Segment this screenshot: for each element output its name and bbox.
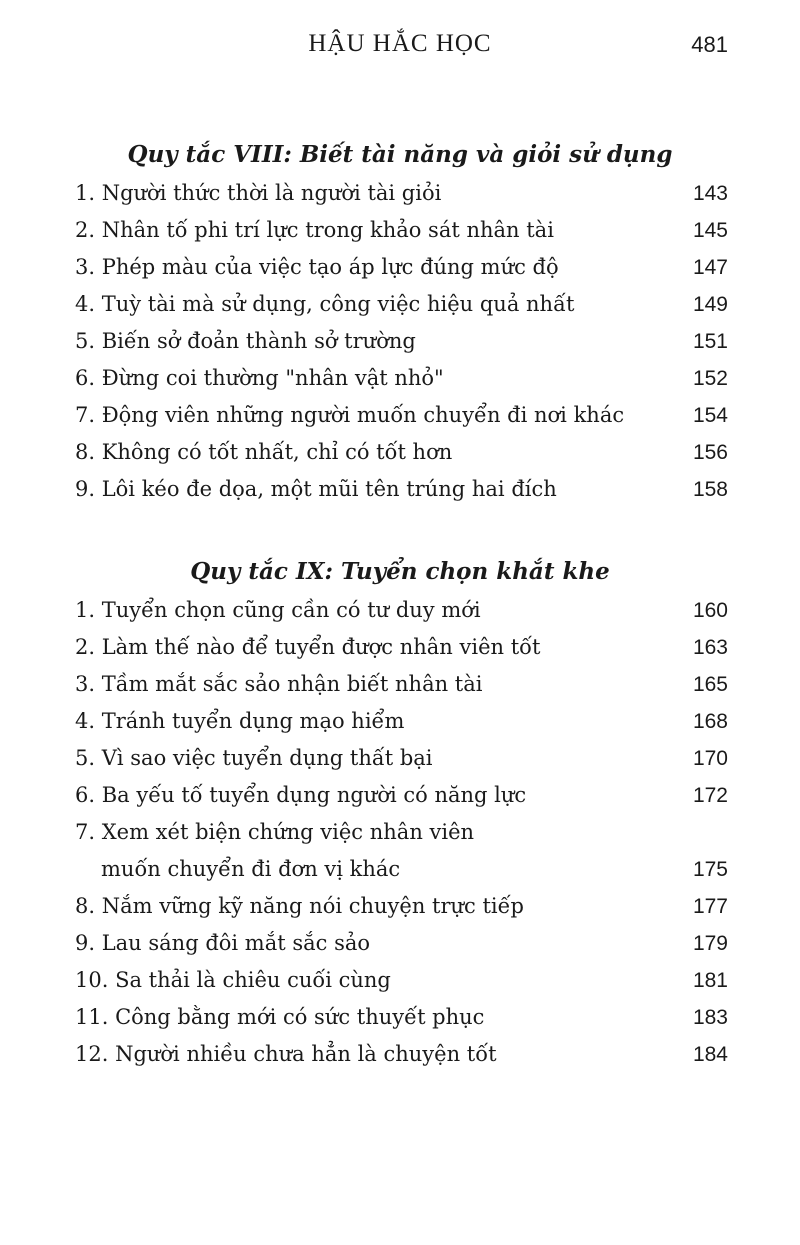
- toc-entry-page-number: 184: [692, 1043, 728, 1066]
- book-title: HẬU HẮC HỌC: [308, 30, 492, 57]
- toc-entry-page-number: 170: [692, 747, 728, 770]
- toc-entry-page-number: 158: [692, 478, 728, 501]
- toc-entry-page-number: 168: [692, 710, 728, 733]
- toc-entry-title-line: 5. Vì sao việc tuyển dụng thất bại: [75, 746, 433, 770]
- toc-entry-page-number: 145: [692, 219, 728, 242]
- toc-entry-page-number: 154: [692, 404, 728, 427]
- toc-entry-title: [75, 397, 624, 434]
- toc-entry-title-line: 4. Tránh tuyển dụng mạo hiểm: [75, 709, 405, 733]
- toc-entry-title-line: 5. Biến sở đoản thành sở trường: [75, 329, 416, 353]
- toc-list: [0, 175, 800, 508]
- toc-entry-title: [75, 629, 540, 666]
- toc-section: [0, 135, 800, 508]
- toc-entry-title: [75, 962, 391, 999]
- toc-entry-page-number: 152: [692, 367, 728, 390]
- toc-entry-page-number: 156: [692, 441, 728, 464]
- toc-entry-title-line: 3. Phép màu của việc tạo áp lực đúng mức độ: [75, 255, 559, 279]
- toc-entry[interactable]: [0, 175, 800, 212]
- toc-entry-title: [75, 925, 370, 962]
- running-header: [0, 26, 800, 66]
- toc-entry-page-number: 165: [692, 673, 728, 696]
- toc-entry-title: [75, 703, 404, 740]
- toc-entry-page-number: 177: [692, 895, 728, 918]
- toc-entry-page-number: 183: [692, 1006, 728, 1029]
- toc-entry-title-line: 12. Người nhiều chưa hẳn là chuyện tốt: [75, 1042, 497, 1066]
- toc-entry[interactable]: [0, 397, 800, 434]
- toc-entry[interactable]: [0, 1036, 800, 1073]
- toc-entry-title: [75, 1036, 497, 1073]
- toc-entry-title: [75, 323, 416, 360]
- toc-entry-title-line: 8. Nắm vững kỹ năng nói chuyện trực tiếp: [75, 894, 524, 918]
- toc-entry-title-line: 2. Nhân tố phi trí lực trong khảo sát nhân tài: [75, 218, 554, 242]
- section-title: Quy tắc IX: Tuyển chọn khắt khe: [190, 558, 610, 585]
- toc-entry[interactable]: [0, 249, 800, 286]
- toc-entry-title: [75, 740, 433, 777]
- toc-entry-title: [75, 999, 484, 1036]
- section-title: Quy tắc VIII: Biết tài năng và giỏi sử dụng: [127, 141, 673, 168]
- toc-entry-title-line: 11. Công bằng mới có sức thuyết phục: [75, 1005, 485, 1029]
- toc-entry-page-number: 172: [692, 784, 728, 807]
- toc-entry-title: [75, 777, 526, 814]
- toc-entry-title-line: 1. Tuyển chọn cũng cần có tư duy mới: [75, 598, 481, 622]
- toc-entry[interactable]: [0, 286, 800, 323]
- toc-entry-page-number: 151: [692, 330, 728, 353]
- toc-entry-title-line: 9. Lau sáng đôi mắt sắc sảo: [75, 931, 371, 955]
- toc-entry[interactable]: [0, 434, 800, 471]
- toc-entry-title: [75, 471, 557, 508]
- toc-section: [0, 552, 800, 1073]
- toc-entry-page-number: 179: [692, 932, 728, 955]
- toc-entry-title-line: 1. Người thức thời là người tài giỏi: [75, 181, 442, 205]
- toc-entry-page-number: 181: [692, 969, 728, 992]
- toc-entry-page-number: 163: [692, 636, 728, 659]
- toc-entry[interactable]: [0, 888, 800, 925]
- toc-entry-title-line: 2. Làm thế nào để tuyển được nhân viên tốt: [75, 635, 541, 659]
- toc-entry[interactable]: [0, 212, 800, 249]
- toc-entry-title-line: 7. Động viên những người muốn chuyển đi nơi khác: [75, 403, 625, 427]
- toc-entry-title: [75, 434, 452, 471]
- toc-entry-page-number: 149: [692, 293, 728, 316]
- toc-entry[interactable]: [0, 323, 800, 360]
- toc-entry-title: [75, 360, 444, 397]
- toc-entry[interactable]: [0, 925, 800, 962]
- toc-entry-title-line: 9. Lôi kéo đe dọa, một mũi tên trúng hai đích: [75, 477, 557, 501]
- toc-entry-title-continuation: muốn chuyển đi đơn vị khác: [101, 857, 401, 881]
- toc-entry-title-line: 8. Không có tốt nhất, chỉ có tốt hơn: [75, 440, 453, 464]
- toc-entry-title: [75, 212, 554, 249]
- toc-entry[interactable]: [0, 814, 800, 888]
- toc-entry-title: [75, 666, 482, 703]
- toc-entry-title: [75, 175, 441, 212]
- toc-entry-title-line: 4. Tuỳ tài mà sử dụng, công việc hiệu quả nhất: [75, 292, 575, 316]
- toc-entry-page-number: 175: [692, 858, 728, 881]
- toc-entry[interactable]: [0, 629, 800, 666]
- toc-entry[interactable]: [0, 740, 800, 777]
- toc-entry[interactable]: [0, 592, 800, 629]
- toc-entry-title: [75, 286, 574, 323]
- toc-entry[interactable]: [0, 999, 800, 1036]
- toc-entry-page-number: 147: [692, 256, 728, 279]
- toc-entry-title: [75, 249, 559, 286]
- toc-entry-title-line: 6. Ba yếu tố tuyển dụng người có năng lực: [75, 783, 527, 807]
- toc-entry-title: [75, 888, 524, 925]
- toc-entry-title-line: 7. Xem xét biện chứng việc nhân viên: [75, 820, 475, 844]
- toc-entry-title: [75, 592, 481, 629]
- toc-entry-title-line: 6. Đừng coi thường "nhân vật nhỏ": [75, 366, 444, 390]
- toc-entry[interactable]: [0, 360, 800, 397]
- toc-entry-title: [75, 814, 474, 888]
- toc-entry-page-number: 143: [692, 182, 728, 205]
- toc-entry[interactable]: [0, 777, 800, 814]
- toc-entry[interactable]: [0, 703, 800, 740]
- toc-entry-title-line: 3. Tầm mắt sắc sảo nhận biết nhân tài: [75, 672, 483, 696]
- toc-list: [0, 592, 800, 1073]
- toc-entry[interactable]: [0, 471, 800, 508]
- toc-entry-page-number: 160: [692, 599, 728, 622]
- page-number: 481: [691, 32, 728, 57]
- toc-entry-title-line: 10. Sa thải là chiêu cuối cùng: [75, 968, 391, 992]
- toc-entry[interactable]: [0, 666, 800, 703]
- toc-entry[interactable]: [0, 962, 800, 999]
